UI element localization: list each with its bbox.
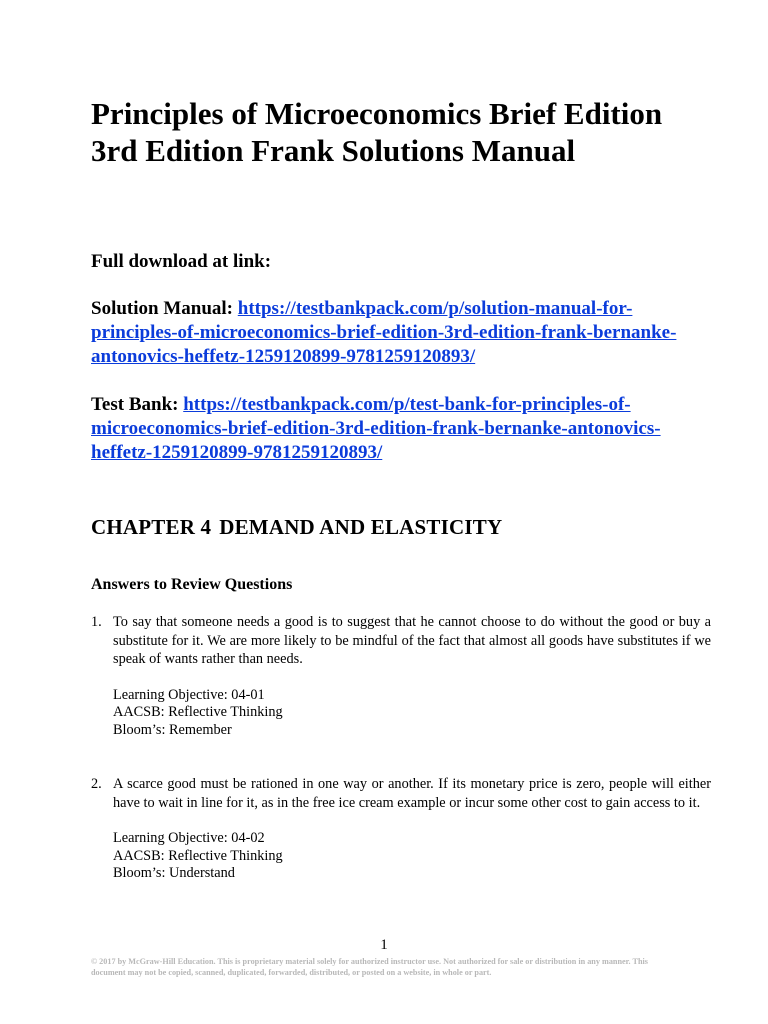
review-answer-1: [91, 613, 711, 739]
learning-objective: Learning Objective: 04-01: [113, 686, 265, 703]
answer-metadata: [113, 687, 711, 740]
answer-number: 2.: [91, 776, 102, 792]
solution-manual-link[interactable]: https://testbankpack.com/p/solution-manual-for-principles-of-microeconomics-brief-edition-3rd-edition-frank-bernanke-antonovics-heffetz-1259120899-9781259120893/: [91, 298, 677, 367]
chapter-title: DEMAND AND ELASTICITY: [219, 515, 503, 539]
answer-number: 1.: [91, 614, 102, 630]
blooms-tag: Bloom’s: Remember: [113, 721, 232, 738]
full-download-label: Full download at link:: [91, 251, 272, 272]
chapter-heading: [91, 514, 502, 540]
answer-metadata: [113, 830, 711, 883]
solution-manual-label: Solution Manual:: [91, 298, 238, 319]
aacsb-tag: AACSB: Reflective Thinking: [113, 704, 283, 720]
aacsb-tag: AACSB: Reflective Thinking: [113, 847, 283, 864]
answer-text: A scarce good must be rationed in one way or another. If its monetary price is zero, people will either have to wait in line for it, as in the free ice cream example or incur some other cost to gain access to it.: [113, 776, 711, 811]
test-bank-link[interactable]: https://testbankpack.com/p/test-bank-for-principles-of-microeconomics-brief-edition-3rd-edition-frank-bernanke-antonovics-heffetz-1259120899-9781259120893/: [91, 394, 661, 463]
test-bank-label: Test Bank:: [91, 394, 184, 415]
solution-manual-line: [91, 297, 681, 369]
copyright-notice: © 2017 by McGraw-Hill Education. This is proprietary material solely for authorized instructor use. Not authorized for sale or distribution in any manner. This document may not be copied, scanned, duplicated, forwarded, distributed, or posted on a website, in whole or part.: [91, 957, 648, 977]
learning-objective: Learning Objective: 04-02: [113, 830, 265, 846]
section-heading: Answers to Review Questions: [91, 576, 293, 593]
answer-text: To say that someone needs a good is to suggest that he cannot choose to do without the good or buy a substitute for it. We are more likely to be mindful of the fact that almost all goods have substitutes if we speak of wants rather than needs.: [113, 614, 711, 667]
document-title: Principles of Microeconomics Brief Edition 3rd Edition Frank Solutions Manual: [91, 96, 663, 168]
blooms-tag: Bloom’s: Understand: [113, 865, 235, 881]
review-answer-2: [91, 775, 711, 883]
test-bank-line: [91, 393, 681, 465]
page-number: 1: [380, 937, 388, 953]
chapter-number: CHAPTER 4: [91, 515, 212, 539]
